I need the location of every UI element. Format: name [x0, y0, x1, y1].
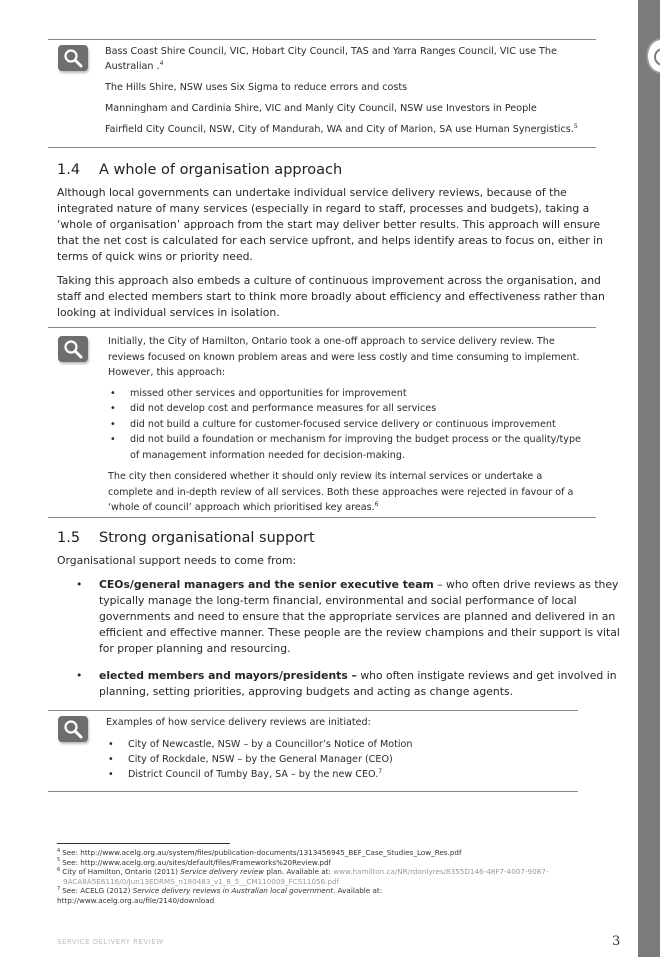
section-1-5-heading: [57, 530, 315, 546]
footnote-5: $^5$ See: http://www.acelg.org.au/sites/default/files/Frameworks%20Review.pdf: [57, 857, 332, 867]
search-icon: [58, 716, 88, 742]
footnote-6-cont: 9ACA8A5E6116/0/Jun13EDRMS_n180483_v1_8_5__CM110009_FCS11056.pdf: [63, 876, 340, 886]
callout-box-3: [48, 710, 578, 792]
footnote-divider: [57, 843, 230, 844]
callout-2-text: [108, 334, 590, 516]
list-item: • CEOs/general managers and the senior executive team – who often drive reviews as they typically manage the long-term financial, environmental and social performance of local governments and need to ensure that the appropriate services are planned and delivered in an efficient and effective manner. These people are the review champions and their support is vital for proper planning and resourcing.: [57, 577, 627, 657]
page-number: 3: [612, 934, 621, 949]
list-item: • District Council of Tumby Bay, SA – by the new CEO.$^7$: [106, 767, 566, 782]
list-item: • City of Newcastle, NSW – by a Councillor’s Notice of Motion: [106, 737, 566, 752]
section-1-5-bullets: [57, 577, 627, 711]
callout-3-bullets: [106, 737, 566, 782]
list-item: • City of Rockdale, NSW – by the General Manager (CEO): [106, 752, 566, 767]
footnote-ref-5: 5: [573, 122, 578, 130]
section-1-5-intro: Organisational support needs to come from:: [57, 554, 297, 567]
list-item: • did not build a culture for customer-focused service delivery or continuous improvement: [108, 417, 590, 433]
list-item: • did not develop cost and performance measures for all services: [108, 401, 590, 417]
callout-1-line-1: Bass Coast Shire Council, VIC, Hobart City Council, TAS and Yarra Ranges Council, VIC use The: [105, 46, 557, 57]
page-footer-label: SERVICE DELIVERY REVIEW: [57, 938, 164, 946]
list-item: • missed other services and opportunities for improvement: [108, 386, 590, 402]
section-1-5-number: 1.5: [57, 530, 81, 546]
callout-2-intro: Initially, the City of Hamilton, Ontario took a one-off approach to service delivery review. The reviews focused on known problem areas and were less costly and time consuming to implement. However, this approach:: [108, 336, 580, 378]
search-icon: [58, 336, 88, 362]
footnote-7: $^7$ See: ACELG (2012) Service delivery reviews in Australian local government. Available at:: [57, 885, 383, 896]
footnote-6: $^6$ City of Hamilton, Ontario (2011) Service delivery review plan. Available at: www.hamilton.ca/NR/rdonlyres/8355D146-48F7-4007-9087-: [57, 866, 549, 877]
section-1-4-paragraph-1: Although local governments can undertake individual service delivery reviews, because of the integrated nature of many services (especially in regard to staff, processes and budgets), taking a ‘whole of organisation’ approach from the start may deliver better results. This approach will ensure that the net cost is calculated for each service upfront, and helps identify areas to focus on, either in terms of quick wins or priority need.: [57, 186, 603, 263]
callout-1-line-5: Fairfield City Council, NSW, City of Mandurah, WA and City of Marion, SA use Human Synergistics.$^5$: [105, 122, 578, 135]
callout-box-1: [48, 39, 596, 148]
footnote-7-cont: http://www.acelg.org.au/file/2140/download: [57, 895, 215, 905]
section-1-4-paragraph-2: Taking this approach also embeds a culture of continuous improvement across the organisation, and staff and elected members start to think more broadly about efficiency and effectiveness rather than looking at individual services in isolation.: [57, 274, 605, 319]
callout-3-intro: Examples of how service delivery reviews are initiated:: [106, 717, 371, 728]
footnotes: [57, 848, 627, 906]
callout-1-line-2: Australian .$^4$: [105, 59, 164, 72]
footnote-4: $^4$ See: http://www.acelg.org.au/system/files/publication-documents/1313456945_BEF_Case_Studies_Low_Res.pdf: [57, 847, 462, 857]
footnote-ref-4: 4: [159, 59, 164, 67]
callout-box-2: [48, 327, 596, 518]
list-item: • did not build a foundation or mechanism for improving the budget process or the quality/type of management information needed for decision-making.: [108, 432, 590, 463]
section-1-4-heading: [57, 162, 342, 178]
callout-3-text: [106, 715, 566, 782]
callout-1-line-3: The Hills Shire, NSW uses Six Sigma to reduce errors and costs: [105, 82, 408, 93]
section-1-5-title: Strong organisational support: [99, 530, 315, 546]
footnote-ref-7: 7: [378, 767, 383, 775]
list-item: • elected members and mayors/presidents – who often instigate reviews and get involved in planning, setting priorities, approving budgets and acting as change agents.: [57, 668, 627, 700]
callout-1-line-4: Manningham and Cardinia Shire, VIC and Manly City Council, NSW use Investors in People: [105, 103, 537, 114]
footnote-ref-6: 6: [374, 500, 379, 508]
search-icon: [58, 45, 88, 71]
callout-2-bullets: [108, 386, 590, 464]
section-1-4-title: A whole of organisation approach: [99, 162, 343, 178]
page-edge-bar: [638, 0, 660, 957]
section-1-4-number: 1.4: [57, 162, 81, 178]
callout-2-outro: The city then considered whether it should only review its internal services or undertake a complete and in-depth review of all services. Both these approaches were rejected in favour of a ‘whole of council’ approach which prioritised key areas.$^6$: [108, 471, 574, 513]
callout-1-text: [105, 44, 585, 137]
